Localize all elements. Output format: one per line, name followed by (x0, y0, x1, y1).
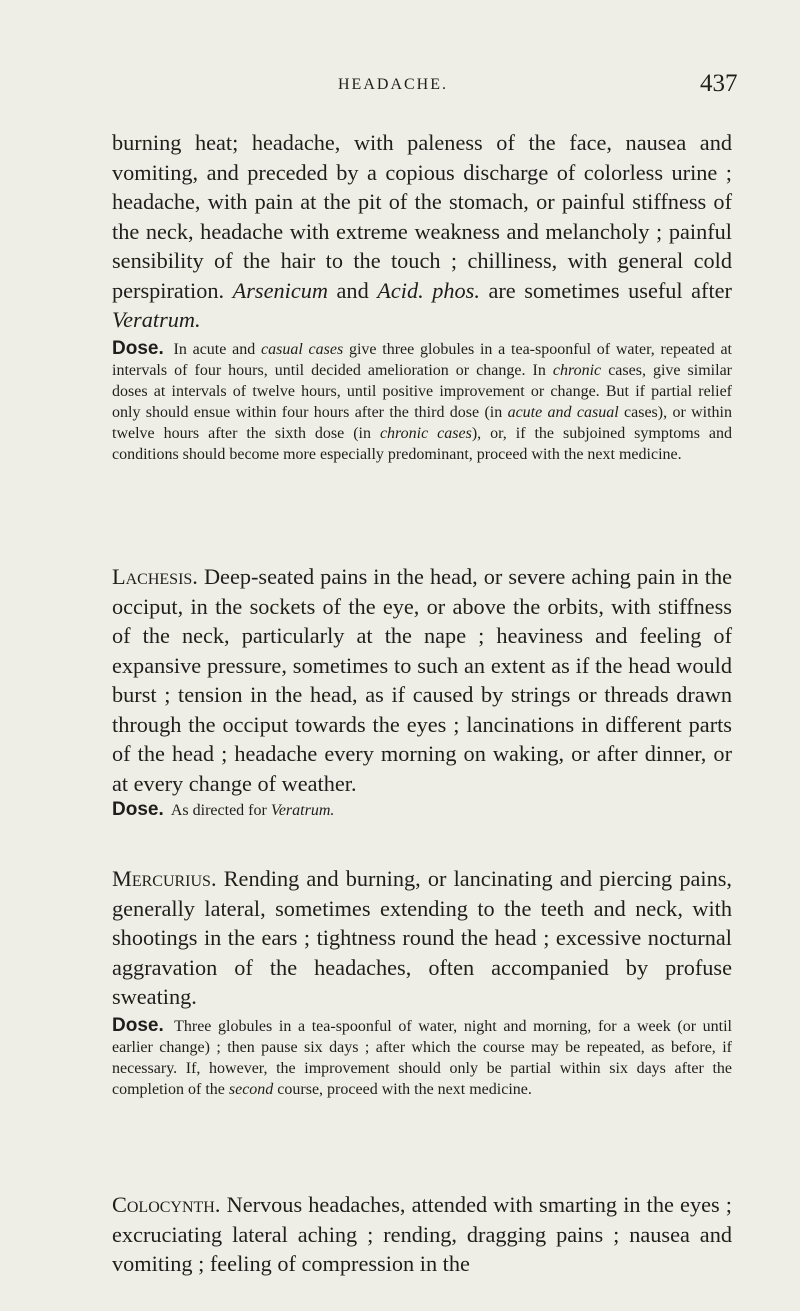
remedy-name-mercurius: Mercurius. (112, 866, 217, 891)
remedy-acid-phos: Acid. phos. (377, 277, 480, 303)
lachesis-dose: Dose. As directed for Veratrum. (112, 799, 335, 820)
remedy-veratrum: Veratrum. (112, 307, 201, 332)
lachesis-section (112, 562, 732, 821)
veratrum-symptoms: burning heat; headache, with paleness of the face, nausea and vomiting, and preceded by a copious discharge of colorless urine ; headache, with pain at the pit of the stomach, or painful stiffness of the neck, headache with extreme weakness and melancholy ; painful sensibility of the hair to the touch ; chilliness, with general cold perspiration. Arsenicum and Acid. phos. are sometimes useful after Veratrum. (112, 130, 732, 332)
dose-label: Dose. (112, 337, 164, 359)
colocynth-section (112, 1190, 732, 1279)
page-number: 437 (700, 70, 738, 97)
remedy-name-lachesis: Lachesis. (112, 564, 198, 589)
dose-label: Dose. (112, 1014, 164, 1036)
mercurius-symptoms: Mercurius. Rending and burning, or lancinating and piercing pains, generally lateral, sometimes extending to the teeth and neck, with shootings in the ears ; tightness round the head ; excessive nocturnal aggravation of the headaches, often accompanied by profuse sweating. (112, 866, 732, 1009)
lachesis-symptoms: Lachesis. Deep-seated pains in the head, or severe aching pain in the occiput, in the sockets of the eye, or above the orbits, with stiffness of the neck, particularly at the nape ; heaviness and feeling of expansive pressure, sometimes to such an extent as if the head would burst ; tension in the head, as if caused by strings or threads drawn through the occiput towards the eyes ; lancinations in different parts of the head ; headache every morning on waking, or after dinner, or at every change of weather. (112, 564, 732, 796)
colocynth-symptoms: Colocynth. Nervous headaches, attended with smarting in the eyes ; excruciating lateral aching ; rending, dragging pains ; nausea and vomiting ; feeling of compression in the (112, 1192, 732, 1276)
veratrum-continuation (112, 128, 732, 465)
remedy-arsenicum: Arsenicum (232, 277, 328, 303)
mercurius-section (112, 864, 732, 1100)
veratrum-dose: Dose. In acute and casual cases give three globules in a tea-spoonful of water, repeated at intervals of four hours, until decided amelioration or change. In chronic cases, give similar doses at intervals of twelve hours, until positive improvement or change. But if partial relief only should ensue within four hours after the third dose (in acute and casual cases), or within twelve hours after the sixth dose (in chronic cases), or, if the subjoined symptoms and conditions should become more especially predominant, proceed with the next medicine. (112, 337, 733, 463)
dose-label: Dose. (112, 799, 164, 820)
mercurius-dose: Dose. Three globules in a tea-spoonful of water, night and morning, for a week (or until earlier change) ; then pause six days ; after which the course may be repeated, as before, if necessary. If, however, the improvement should only be partial within six days after the completion of the second course, proceed with the next medicine. (112, 1014, 732, 1098)
remedy-name-colocynth: Colocynth. (112, 1192, 221, 1217)
running-head: HEADACHE. (338, 76, 448, 93)
